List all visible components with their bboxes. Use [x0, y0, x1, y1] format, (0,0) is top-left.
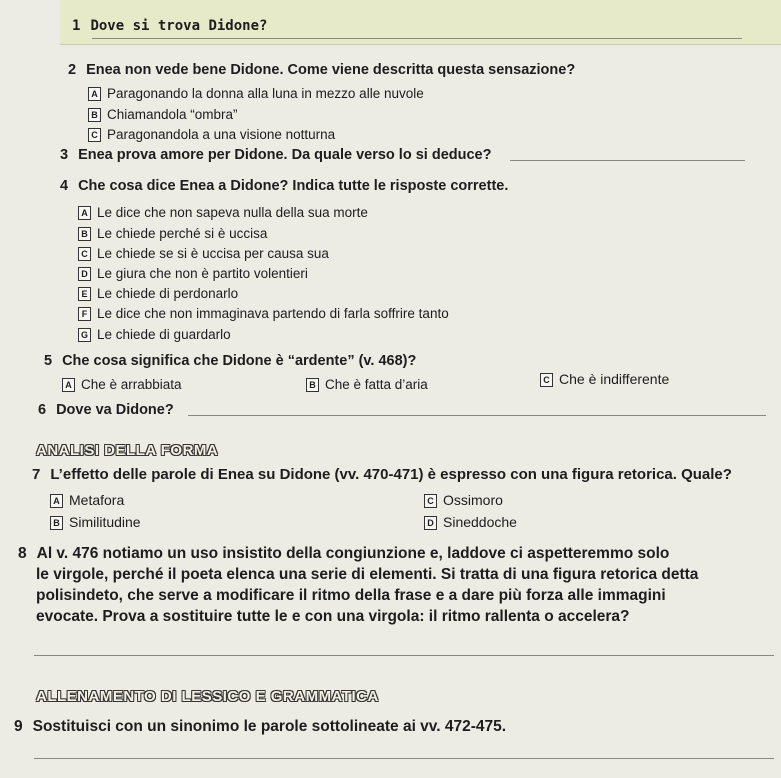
question-8-line-1: 8 Al v. 476 notiamo un uso insistito della congiunzione e, laddove ci aspetteremmo solo	[18, 545, 670, 562]
checkbox[interactable]: A	[62, 378, 75, 392]
option-d[interactable]	[78, 266, 308, 281]
question-text: Dove va Didone?	[56, 402, 174, 418]
answer-line[interactable]	[188, 415, 766, 416]
answer-line[interactable]	[510, 160, 745, 161]
checkbox[interactable]: B	[88, 108, 101, 122]
question-text: Enea prova amore per Didone. Da quale verso lo si deduce?	[78, 147, 492, 163]
option-label: Le dice che non immaginava partendo di farla soffrire tanto	[97, 306, 449, 321]
option-label: Le chiede di perdonarlo	[97, 286, 239, 301]
checkbox[interactable]: A	[88, 87, 101, 101]
section-heading-form-analysis: ANALISI DELLA FORMA	[36, 442, 219, 459]
option-label: Le chiede perché si è uccisa	[97, 226, 268, 241]
question-8-line-2: le virgole, perché il poeta elenca una serie di elementi. Si tratta di una figura retorica detta	[36, 566, 699, 583]
question-8-line-4: evocate. Prova a sostituire tutte le e con una virgola: il ritmo rallenta o accelera?	[36, 608, 630, 625]
question-number: 1	[72, 18, 81, 34]
option-label: Similitudine	[69, 514, 141, 530]
option-a[interactable]	[78, 205, 368, 220]
option-label: Sineddoche	[443, 514, 517, 530]
checkbox[interactable]: D	[424, 516, 437, 530]
checkbox[interactable]: A	[78, 206, 91, 220]
checkbox[interactable]: C	[424, 494, 437, 508]
question-2	[68, 62, 575, 78]
question-9	[14, 718, 506, 736]
question-7	[32, 466, 732, 483]
question-number: 3	[60, 147, 69, 163]
checkbox[interactable]: A	[50, 494, 63, 508]
question-number: 8	[18, 545, 27, 562]
option-a[interactable]	[88, 86, 424, 101]
checkbox[interactable]: D	[78, 267, 91, 281]
section-heading-lexicon-grammar: ALLENAMENTO DI LESSICO E GRAMMATICA	[36, 688, 379, 705]
option-b[interactable]	[50, 514, 141, 530]
option-label: Paragonando la donna alla luna in mezzo alle nuvole	[107, 86, 424, 101]
option-label: Le giura che non è partito volentieri	[97, 266, 308, 281]
question-text: Sostituisci con un sinonimo le parole sottolineate ai vv. 472-475.	[32, 718, 507, 735]
question-8	[18, 543, 763, 627]
question-text: Che cosa significa che Didone è “ardente” (v. 468)?	[62, 353, 417, 369]
question-number: 7	[32, 466, 41, 483]
question-8-line-3: polisindeto, che serve a modificare il ritmo della frase e a dare più forza alle immagini	[36, 587, 666, 604]
option-label: Ossimoro	[443, 492, 503, 508]
option-e[interactable]	[78, 286, 238, 301]
answer-line[interactable]	[34, 758, 774, 759]
question-number: 5	[44, 353, 53, 369]
checkbox[interactable]: C	[88, 128, 101, 142]
option-label: Le dice che non sapeva nulla della sua morte	[97, 205, 368, 220]
option-c[interactable]	[424, 492, 503, 508]
question-text: Enea non vede bene Didone. Come viene descritta questa sensazione?	[86, 62, 576, 78]
question-3	[60, 147, 491, 163]
option-a[interactable]	[50, 492, 124, 508]
question-4	[60, 178, 508, 194]
question-number: 6	[38, 402, 47, 418]
checkbox[interactable]: B	[50, 516, 63, 530]
option-c[interactable]	[540, 371, 669, 387]
option-b[interactable]	[78, 226, 267, 241]
question-text: Che cosa dice Enea a Didone? Indica tutte le risposte corrette.	[78, 178, 509, 194]
option-f[interactable]	[78, 306, 449, 321]
question-5	[44, 353, 416, 369]
checkbox[interactable]: G	[78, 328, 91, 342]
question-text: Dove si trova Didone?	[90, 18, 268, 34]
question-text: L’effetto delle parole di Enea su Didone (vv. 470-471) è espresso con una figura retorica. Quale?	[50, 466, 732, 483]
option-c[interactable]	[88, 127, 335, 142]
question-number: 2	[68, 62, 77, 78]
answer-line[interactable]	[34, 655, 774, 656]
checkbox[interactable]: F	[78, 307, 91, 321]
question-number: 9	[14, 718, 23, 735]
option-b[interactable]	[88, 107, 238, 122]
option-a[interactable]	[62, 377, 182, 392]
option-label: Che è fatta d’aria	[325, 377, 428, 392]
option-label: Metafora	[69, 492, 125, 508]
checkbox[interactable]: E	[78, 287, 91, 301]
option-label: Le chiede se si è uccisa per causa sua	[97, 246, 329, 261]
option-g[interactable]	[78, 327, 231, 342]
question-1	[72, 18, 267, 34]
option-label: Paragonandola a una visione notturna	[107, 127, 336, 142]
option-label: Chiamandola “ombra”	[107, 107, 238, 122]
checkbox[interactable]: B	[78, 227, 91, 241]
option-label: Che è indifferente	[559, 371, 670, 387]
checkbox[interactable]: B	[306, 378, 319, 392]
option-label: Le chiede di guardarlo	[97, 327, 231, 342]
question-6	[38, 402, 174, 418]
question-number: 4	[60, 178, 69, 194]
option-c[interactable]	[78, 246, 329, 261]
option-label: Che è arrabbiata	[81, 377, 182, 392]
checkbox[interactable]: C	[78, 247, 91, 261]
option-b[interactable]	[306, 377, 428, 392]
option-d[interactable]	[424, 514, 517, 530]
answer-line[interactable]	[92, 38, 742, 39]
checkbox[interactable]: C	[540, 373, 553, 387]
